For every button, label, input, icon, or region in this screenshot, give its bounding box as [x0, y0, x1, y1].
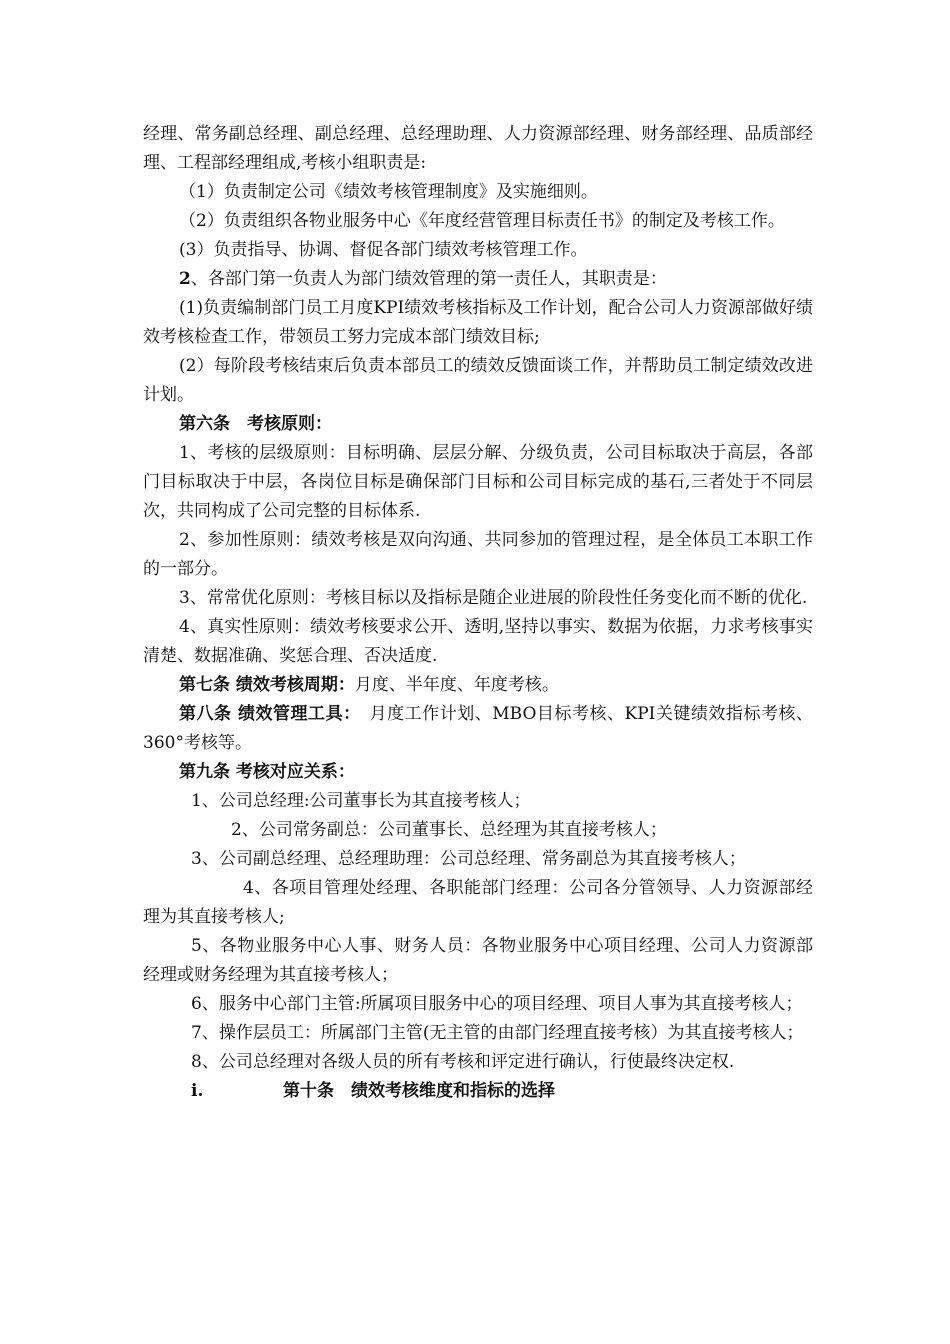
paragraph	[143, 236, 813, 265]
paragraph	[143, 932, 813, 990]
paragraph	[143, 613, 813, 671]
paragraph	[143, 584, 813, 613]
text-run: 2、参加性原则：绩效考核是双向沟通、共同参加的管理过程，是全体员工本职工作的一部分。	[143, 530, 813, 579]
text-run: 3、公司副总经理、总经理助理：公司总经理、常务副总为其直接考核人；	[191, 849, 746, 869]
paragraph	[143, 758, 813, 787]
section-title: 第十条 绩效考核维度和指标的选择	[283, 1081, 555, 1101]
text-run: (1)负责编制部门员工月度KPI绩效考核指标及工作计划，配合公司人力资源部做好绩效考核检查工作，带领员工努力完成本部门绩效目标;	[143, 298, 813, 347]
document-body	[143, 120, 813, 1106]
paragraph-list	[143, 120, 813, 1077]
paragraph	[143, 207, 813, 236]
paragraph	[143, 1019, 813, 1048]
paragraph	[143, 787, 813, 816]
paragraph	[143, 671, 813, 700]
paragraph	[143, 874, 813, 932]
text-run: 4、真实性原则：绩效考核要求公开、透明,坚持以事实、数据为依据，力求考核事实清楚、数据准确、奖惩合理、否决适度.	[143, 617, 813, 666]
text-run: （1）负责制定公司《绩效考核管理制度》及实施细则。	[179, 182, 598, 202]
text-run: 月度、半年度、年度考核。	[354, 675, 559, 695]
text-run: 4、各项目管理处经理、各职能部门经理：公司各分管领导、人力资源部经理为其直接考核人;	[143, 878, 813, 927]
paragraph	[143, 439, 813, 526]
paragraph	[143, 990, 813, 1019]
list-number: i.	[191, 1081, 204, 1101]
bold-text: 2	[179, 269, 191, 289]
text-run: （2）负责组织各物业服务中心《年度经营管理目标责任书》的制定及考核工作。	[179, 211, 785, 231]
text-run: 1、公司总经理:公司董事长为其直接考核人；	[191, 791, 531, 811]
text-run: 8、公司总经理对各级人员的所有考核和评定进行确认，行使最终决定权.	[191, 1052, 735, 1072]
paragraph	[143, 526, 813, 584]
text-run: 2、公司常务副总：公司董事长、总经理为其直接考核人；	[231, 820, 667, 840]
text-run: 5、各物业服务中心人事、财务人员：各物业服务中心项目经理、公司人力资源部经理或财务经理为其直接考核人；	[143, 936, 813, 985]
paragraph	[143, 816, 813, 845]
paragraph	[143, 265, 813, 294]
bold-text: 第六条 考核原则：	[179, 414, 332, 434]
paragraph	[143, 352, 813, 410]
paragraph	[143, 845, 813, 874]
paragraph	[143, 294, 813, 352]
section-heading-article-10	[143, 1077, 813, 1106]
text-run: 、各部门第一负责人为部门绩效管理的第一责任人，其职责是：	[190, 269, 667, 289]
text-run: (3）负责指导、协调、督促各部门绩效考核管理工作。	[179, 240, 588, 260]
bold-text: 第九条 考核对应关系：	[179, 762, 355, 782]
text-run: 月度工作计划、MBO目标考核、KPI关键绩效指标考核、360°考核等。	[143, 704, 813, 753]
text-run: 3、常常优化原则：考核目标以及指标是随企业进展的阶段性任务变化而不断的优化.	[179, 588, 808, 608]
bold-text: 第八条 绩效管理工具：	[179, 704, 353, 724]
bold-text: 第七条 绩效考核周期：	[179, 675, 355, 695]
text-run: 6、服务中心部门主管:所属项目服务中心的项目经理、项目人事为其直接考核人；	[191, 994, 803, 1014]
text-run: (2）每阶段考核结束后负责本部员工的绩效反馈面谈工作，并帮助员工制定绩效改进计划。	[143, 356, 813, 405]
text-run: 经理、常务副总经理、副总经理、总经理助理、人力资源部经理、财务部经理、品质部经理、工程部经理组成,考核小组职责是:	[143, 124, 813, 173]
paragraph	[143, 700, 813, 758]
text-run: 7、操作层员工：所属部门主管(无主管的由部门经理直接考核）为其直接考核人；	[191, 1023, 804, 1043]
paragraph	[143, 1048, 813, 1077]
paragraph	[143, 178, 813, 207]
paragraph	[143, 120, 813, 178]
text-run: 1、考核的层级原则：目标明确、层层分解、分级负责，公司目标取决于高层，各部门目标取决于中层，各岗位目标是确保部门目标和公司目标完成的基石,三者处于不同层次，共同构成了公司完整的目标体系.	[143, 443, 813, 521]
paragraph	[143, 410, 813, 439]
